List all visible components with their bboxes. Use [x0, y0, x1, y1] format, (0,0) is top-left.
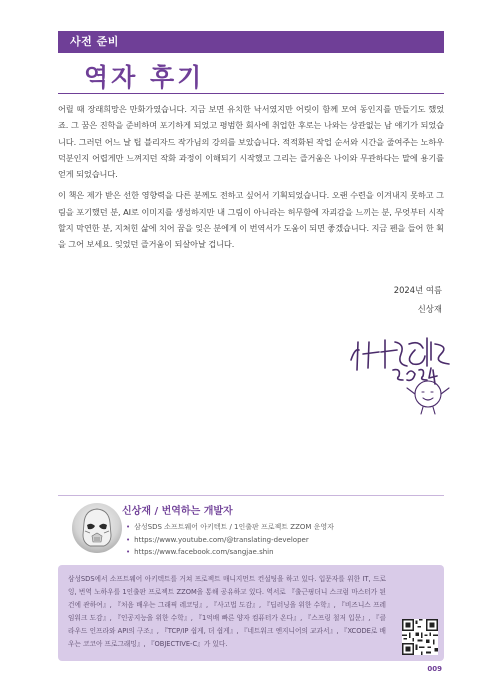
section-label: 사전 준비 — [70, 35, 119, 48]
date-line: 2024년 여름 — [393, 285, 442, 295]
profile-role: • 삼성SDS 소프트웨어 아키텍트 / 1인출판 프로젝트 ZZOM 운영자 — [126, 521, 334, 534]
paragraph: 이 책은 제가 받은 선한 영향력을 다른 분께도 전하고 싶어서 기획되었습니다. 오랜 수련을 이겨내지 못하고 그림을 포기했던 분, AI로 이미지를 생성하지만 내 그림이 아니라는 허무함에 자괴감을 느끼는 분, 무엇부터 시작할지 막연한 분, 지쳐힌 삶에 치어 꿈을 잊은 분에게 이 번역서가 도움이 되면 좋겠습니다. 지금 펜을 들어 한 획을 그어 보세요. 잊었던 즐거움이 되살아날 겁니다. — [58, 190, 444, 250]
profile-name: 신상재 / 번역하는 개발자 — [122, 506, 233, 517]
stormtrooper-helmet-icon — [72, 503, 122, 553]
author-avatar — [72, 503, 122, 553]
afterword-body — [58, 101, 444, 258]
facebook-link[interactable]: • https://www.facebook.com/sangjae.shin — [126, 546, 334, 559]
author-name: 신상재 — [417, 304, 442, 314]
handwritten-signature — [345, 330, 455, 415]
paragraph: 어릴 때 장래희망은 만화가였습니다. 지금 보면 유치한 낙서였지만 어릿이 함께 모여 동인지를 만들기도 했었죠. 그 꿈은 진학을 준비하며 포기하게 되었고 평범한 회사에 취업한 후로는 나와는 상관없는 남 얘기가 되었습니다. 그러던 어느 날 팁 블리자드 작가님의 강의를 보았습니다. 적적화된 작업 순서와 시간을 줄여주는 노하우 덕분인지 어렵게만 느껴지던 작화 과정이 이해되기 시작했고 그리는 즐거움은 나이와 무관하다는 말에 용기를 얻게 되었습니다. — [58, 104, 444, 180]
profile-links — [126, 521, 334, 559]
author-bio-box — [58, 565, 444, 661]
profile-divider — [58, 495, 444, 496]
author-bio: 삼성SDS에서 소프트웨어 아키텍트를 거쳐 프로젝트 매니지먼트 컨설팅을 하고 있다. 입문자를 위한 IT, 드로잉, 번역 노하우를 1인출판 프로젝트 ZZOM을 통해 공유하고 있다. 역서로 『출근핑더니 스크럼 마스터가 된 건에 관하여』, 『처음 배우는 그래픽 레코딩』, 『사고법 도감』, 『딥러닝을 위한 수학』, 『비즈니스 프레임워크 도감』, 『인공지능을 위한 수학』, 『1억배 빠른 양자 컴퓨터가 온다』, 『스프링 철저 입문』, 『클라우드 인프라와 API의 구조』, 『TCP/IP 쉽게, 더 쉽게』, 『네트워크 엔지니어의 교과서』, 『XCODE로 배우는 코코아 프로그래밍』, 『OBJECTIVE-C』가 있다. — [68, 575, 386, 648]
page-number: 009 — [427, 665, 442, 673]
section-label-bar — [58, 31, 444, 53]
qr-code[interactable] — [402, 619, 438, 655]
page-title: 역자 후기 — [84, 63, 205, 92]
youtube-link[interactable]: • https://www.youtube.com/@translating-developer — [126, 534, 334, 547]
title-divider — [58, 93, 444, 94]
